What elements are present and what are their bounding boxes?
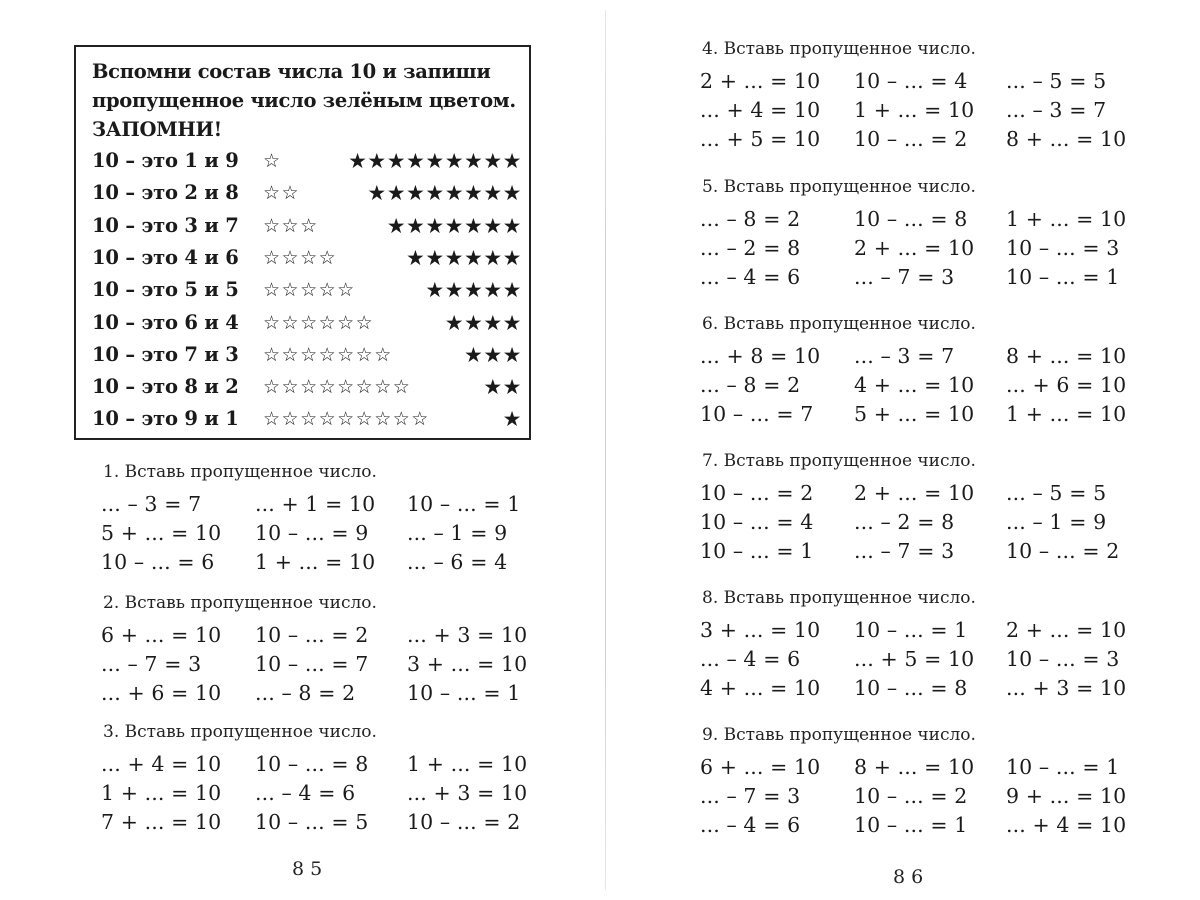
exercise-title: 4. Вставь пропущенное число. (702, 39, 976, 59)
equation: ... + 4 = 10 (101, 752, 222, 776)
equation: ... – 8 = 2 (255, 681, 356, 705)
equation: 4 + ... = 10 (700, 676, 821, 700)
equation: ... + 5 = 10 (854, 647, 975, 671)
equation: ... – 1 = 9 (1006, 510, 1107, 534)
equation: ... + 4 = 10 (1006, 813, 1127, 837)
star-row (92, 309, 522, 337)
equation: 10 – ... = 2 (854, 784, 968, 808)
equation-row (101, 490, 521, 519)
exercise-title: 7. Вставь пропущенное число. (702, 451, 976, 471)
exercise-block (700, 38, 1127, 154)
star-row-label: 10 – это 6 и 4 (92, 310, 239, 334)
equation-row (700, 782, 1127, 811)
equation: 1 + ... = 10 (407, 752, 528, 776)
reminder-title-line: ЗАПОМНИ! (92, 118, 222, 141)
equation: 10 – ... = 7 (255, 652, 369, 676)
equation: 8 + ... = 10 (854, 755, 975, 779)
equation: 8 + ... = 10 (1006, 344, 1127, 368)
equation: ... – 1 = 9 (407, 521, 508, 545)
equation: 10 – ... = 2 (1006, 539, 1120, 563)
star-row-label: 10 – это 1 и 9 (92, 149, 239, 172)
equation: 10 – ... = 8 (854, 207, 968, 231)
equation: 10 – ... = 9 (255, 521, 369, 545)
equation: ... – 2 = 8 (854, 510, 955, 534)
equation: 3 + ... = 10 (407, 652, 528, 676)
equation: 10 – ... = 8 (255, 752, 369, 776)
outline-stars-icon: ☆☆☆☆☆ (263, 279, 356, 302)
equation: ... – 7 = 3 (700, 784, 801, 808)
equation: ... – 4 = 6 (700, 265, 801, 289)
equation-row (700, 479, 1107, 508)
star-row-label: 10 – это 3 и 7 (92, 213, 239, 237)
star-row (92, 147, 522, 175)
star-row (92, 244, 522, 272)
equation-row (700, 508, 1107, 537)
equation: ... + 3 = 10 (407, 781, 528, 805)
exercise-title: 1. Вставь пропущенное число. (103, 462, 377, 482)
exercise-block (700, 176, 1127, 292)
equation: 10 – ... = 1 (1006, 755, 1120, 779)
equation: 10 – ... = 7 (700, 402, 814, 426)
equation-row (700, 811, 1127, 840)
equation: 10 – ... = 3 (1006, 236, 1120, 260)
equation: ... + 6 = 10 (101, 681, 222, 705)
equation: 5 + ... = 10 (854, 402, 975, 426)
equation-row (700, 753, 1120, 782)
equation: 10 – ... = 5 (255, 810, 369, 834)
reminder-box (74, 45, 531, 440)
equation: ... + 6 = 10 (1006, 373, 1127, 397)
equation: ... – 7 = 3 (854, 539, 955, 563)
outline-stars-icon: ☆☆☆☆☆☆☆☆ (263, 376, 412, 399)
equation: 9 + ... = 10 (1006, 784, 1127, 808)
star-row-label: 10 – это 2 и 8 (92, 181, 239, 205)
equation-row (101, 621, 528, 650)
filled-stars-icon: ★★★★★★★★ (367, 181, 522, 206)
outline-stars-icon: ☆☆☆ (263, 214, 319, 237)
equation-row (700, 616, 1127, 645)
star-row-label: 10 – это 7 и 3 (92, 342, 239, 366)
equation: ... – 5 = 5 (1006, 481, 1107, 505)
page-number-left: 85 (292, 858, 329, 880)
equation: ... – 4 = 6 (255, 781, 356, 805)
equation: ... + 3 = 10 (1006, 676, 1127, 700)
equation: 1 + ... = 10 (1006, 207, 1127, 231)
equation: ... – 4 = 6 (700, 813, 801, 837)
star-row (92, 276, 522, 304)
filled-stars-icon: ★★★★ (444, 310, 522, 335)
exercise-block (700, 587, 1127, 703)
equation: 10 – ... = 1 (407, 492, 521, 516)
equation-row (101, 808, 521, 837)
equation: 10 – ... = 4 (700, 510, 814, 534)
outline-stars-icon: ☆☆ (263, 182, 301, 205)
equation: 10 – ... = 2 (854, 127, 968, 151)
equation-row (700, 400, 1127, 429)
equation-row (101, 679, 521, 708)
equation: 10 – ... = 4 (854, 69, 968, 93)
equation: ... – 4 = 6 (700, 647, 801, 671)
exercise-title: 2. Вставь пропущенное число. (103, 593, 377, 613)
reminder-title (92, 57, 522, 144)
equation: 1 + ... = 10 (1006, 402, 1127, 426)
exercise-title: 5. Вставь пропущенное число. (702, 177, 976, 197)
equation: 1 + ... = 10 (255, 550, 376, 574)
equation: 2 + ... = 10 (700, 69, 821, 93)
equation: ... – 8 = 2 (700, 373, 801, 397)
equation: 10 – ... = 1 (700, 539, 814, 563)
equation: 10 – ... = 1 (854, 813, 968, 837)
equation: 2 + ... = 10 (854, 236, 975, 260)
star-row-label: 10 – это 8 и 2 (92, 375, 239, 399)
exercise-title: 6. Вставь пропущенное число. (702, 314, 976, 334)
equation: 10 – ... = 3 (1006, 647, 1120, 671)
reminder-title-line: Вспомни состав числа 10 и запиши (92, 60, 491, 83)
equation: 8 + ... = 10 (1006, 127, 1127, 151)
filled-stars-icon: ★★ (483, 375, 522, 400)
equation-row (101, 519, 508, 548)
equation: 10 – ... = 1 (1006, 265, 1120, 289)
star-row-label: 10 – это 4 и 6 (92, 245, 239, 269)
page-number-right: 86 (893, 866, 930, 888)
equation: ... – 3 = 7 (854, 344, 955, 368)
equation: ... + 3 = 10 (407, 623, 528, 647)
equation: ... + 8 = 10 (700, 344, 821, 368)
star-row-label: 10 – это 5 и 5 (92, 278, 239, 302)
equation-row (700, 342, 1127, 371)
exercise-block (700, 313, 1127, 429)
exercise-block (700, 450, 1120, 566)
star-row (92, 179, 522, 207)
equation-row (700, 674, 1127, 703)
book-spine (605, 10, 606, 890)
equation: ... – 5 = 5 (1006, 69, 1107, 93)
equation-row (101, 650, 528, 679)
equation-row (700, 645, 1120, 674)
filled-stars-icon: ★★★ (464, 342, 522, 367)
equation: 10 – ... = 8 (854, 676, 968, 700)
equation: ... – 8 = 2 (700, 207, 801, 231)
equation-row (700, 125, 1127, 154)
exercise-title: 8. Вставь пропущенное число. (702, 588, 976, 608)
outline-stars-icon: ☆☆☆☆☆☆☆ (263, 343, 393, 366)
equation: 7 + ... = 10 (101, 810, 222, 834)
equation: 6 + ... = 10 (700, 755, 821, 779)
equation: 3 + ... = 10 (700, 618, 821, 642)
outline-stars-icon: ☆☆☆☆ (263, 246, 338, 269)
equation-row (700, 263, 1120, 292)
equation: ... – 3 = 7 (1006, 98, 1107, 122)
equation: ... – 7 = 3 (101, 652, 202, 676)
equation: ... + 1 = 10 (255, 492, 376, 516)
equation: ... + 4 = 10 (700, 98, 821, 122)
filled-stars-icon: ★★★★★ (425, 278, 522, 303)
equation-row (101, 750, 528, 779)
exercise-block (101, 592, 528, 708)
equation: 6 + ... = 10 (101, 623, 222, 647)
equation: 2 + ... = 10 (1006, 618, 1127, 642)
exercise-title: 3. Вставь пропущенное число. (103, 722, 377, 742)
filled-stars-icon: ★★★★★★ (406, 245, 522, 270)
star-row (92, 341, 522, 369)
exercise-title: 9. Вставь пропущенное число. (702, 725, 976, 745)
reminder-title-line: пропущенное число зелёным цветом. (92, 89, 516, 112)
equation-row (700, 205, 1127, 234)
equation: 4 + ... = 10 (854, 373, 975, 397)
equation: 10 – ... = 2 (407, 810, 521, 834)
equation: 10 – ... = 2 (255, 623, 369, 647)
equation: ... + 5 = 10 (700, 127, 821, 151)
star-row (92, 212, 522, 240)
outline-stars-icon: ☆ (263, 150, 282, 172)
equation-row (101, 548, 508, 577)
equation-row (700, 537, 1120, 566)
equation-row (101, 779, 528, 808)
equation: 10 – ... = 1 (854, 618, 968, 642)
equation-row (700, 371, 1127, 400)
star-row (92, 405, 522, 433)
filled-stars-icon: ★★★★★★★★★ (348, 149, 522, 173)
filled-stars-icon: ★ (502, 407, 522, 432)
exercise-block (700, 724, 1127, 840)
equation: 10 – ... = 6 (101, 550, 215, 574)
equation: 1 + ... = 10 (101, 781, 222, 805)
equation: 2 + ... = 10 (854, 481, 975, 505)
equation-row (700, 234, 1120, 263)
equation: ... – 7 = 3 (854, 265, 955, 289)
equation: ... – 3 = 7 (101, 492, 202, 516)
star-row-label: 10 – это 9 и 1 (92, 407, 239, 431)
outline-stars-icon: ☆☆☆☆☆☆☆☆☆ (263, 408, 430, 431)
equation: ... – 6 = 4 (407, 550, 508, 574)
equation: 10 – ... = 1 (407, 681, 521, 705)
filled-stars-icon: ★★★★★★★ (386, 213, 522, 238)
exercise-block (101, 721, 528, 837)
outline-stars-icon: ☆☆☆☆☆☆ (263, 311, 375, 334)
exercise-block (101, 461, 521, 577)
equation-row (700, 96, 1107, 125)
equation: 5 + ... = 10 (101, 521, 222, 545)
equation: 1 + ... = 10 (854, 98, 975, 122)
equation-row (700, 67, 1107, 96)
equation: 10 – ... = 2 (700, 481, 814, 505)
star-row (92, 373, 522, 401)
equation: ... – 2 = 8 (700, 236, 801, 260)
